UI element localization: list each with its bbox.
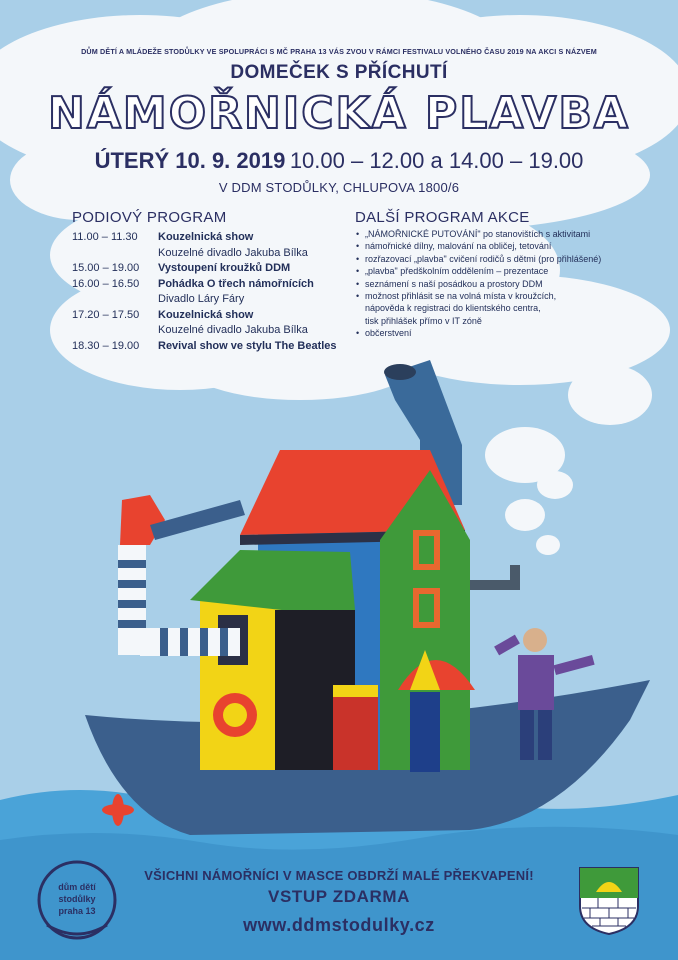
more-program-item: • možnost přihlásit se na volná místa v kroužcích, — [355, 290, 655, 302]
surprise-note: VŠICHNI NÁMOŘNÍCI V MASCE OBDRŽÍ MALÉ PŘEKVAPENÍ! — [144, 868, 534, 883]
more-program-item: • rozřazovací „plavba" cvičení rodičů s dětmi (pro přihlášené) — [355, 253, 655, 265]
program-time: 16.00 – 16.50 — [72, 277, 140, 290]
program-item — [72, 261, 342, 277]
svg-text:praha 13: praha 13 — [58, 906, 96, 916]
program-name: Pohádka O třech námořnících — [158, 277, 314, 290]
program-heading: PODIOVÝ PROGRAM — [72, 209, 227, 226]
ddm-logo — [32, 855, 122, 945]
event-title: NÁMOŘNICKÁ PLAVBA — [48, 88, 630, 139]
program-name: Kouzelnická show — [158, 231, 254, 243]
more-program-heading: DALŠÍ PROGRAM AKCE — [355, 209, 530, 226]
more-program-item: nápověda k registraci do klientského centra, — [365, 303, 541, 314]
event-time: 10.00 – 12.00 a 14.00 – 19.00 — [289, 148, 584, 173]
date-time-line — [0, 148, 678, 174]
event-date: ÚTERÝ 10. 9. 2019 — [94, 148, 286, 173]
organizer-line: DŮM DĚTÍ A MLÁDEŽE STODŮLKY VE SPOLUPRÁCI S MČ PRAHA 13 VÁS ZVOU V RÁMCI FESTIVALU VOLNÉHO ČASU 2019 NA AKCI S NÁZVEM — [81, 47, 597, 56]
program-performer: Divadlo Láry Fáry — [158, 293, 245, 305]
free-entry: VSTUP ZDARMA — [268, 887, 410, 906]
more-program-item: • „plavba" předškolním oddělením – prezentace — [355, 265, 655, 277]
program-time: 11.00 – 11.30 — [72, 231, 138, 243]
program-time: 18.30 – 19.00 — [72, 339, 140, 352]
program-time: 15.00 – 19.00 — [72, 262, 140, 274]
program-time: 17.20 – 17.50 — [72, 308, 140, 321]
program-name: Vystoupení kroužků DDM — [158, 262, 291, 274]
program-name: Revival show ve stylu The Beatles — [158, 339, 337, 352]
program-performer: Kouzelné divadlo Jakuba Bílka — [158, 324, 308, 336]
website-link[interactable]: www.ddmstodulky.cz — [243, 915, 435, 935]
more-program-item: • občerstvení — [355, 327, 655, 339]
program-item — [72, 339, 342, 355]
more-program-item: • námořnické dílny, malování na obličej, tetování — [355, 240, 655, 252]
program-performer: Kouzelné divadlo Jakuba Bílka — [158, 246, 308, 259]
program-list — [72, 230, 342, 354]
more-program-item: • „NÁMOŘNICKÉ PUTOVÁNÍ" po stanovištích s aktivitami — [355, 228, 655, 240]
more-program-item: • seznámení s naší posádkou a prostory DDM — [355, 278, 655, 290]
svg-text:dům dětí: dům dětí — [58, 882, 96, 892]
more-program-item: tisk přihlášek přímo v IT zóně — [365, 315, 482, 326]
program-item — [72, 277, 342, 293]
district-crest — [578, 866, 640, 936]
event-subtitle: DOMEČEK S PŘÍCHUTÍ — [230, 62, 448, 83]
more-program-list — [355, 228, 655, 340]
svg-text:stodůlky: stodůlky — [58, 894, 96, 904]
program-item — [72, 308, 342, 324]
program-name: Kouzelnická show — [158, 308, 254, 321]
event-place: V DDM STODŮLKY, CHLUPOVA 1800/6 — [218, 180, 460, 195]
program-item — [72, 230, 342, 246]
